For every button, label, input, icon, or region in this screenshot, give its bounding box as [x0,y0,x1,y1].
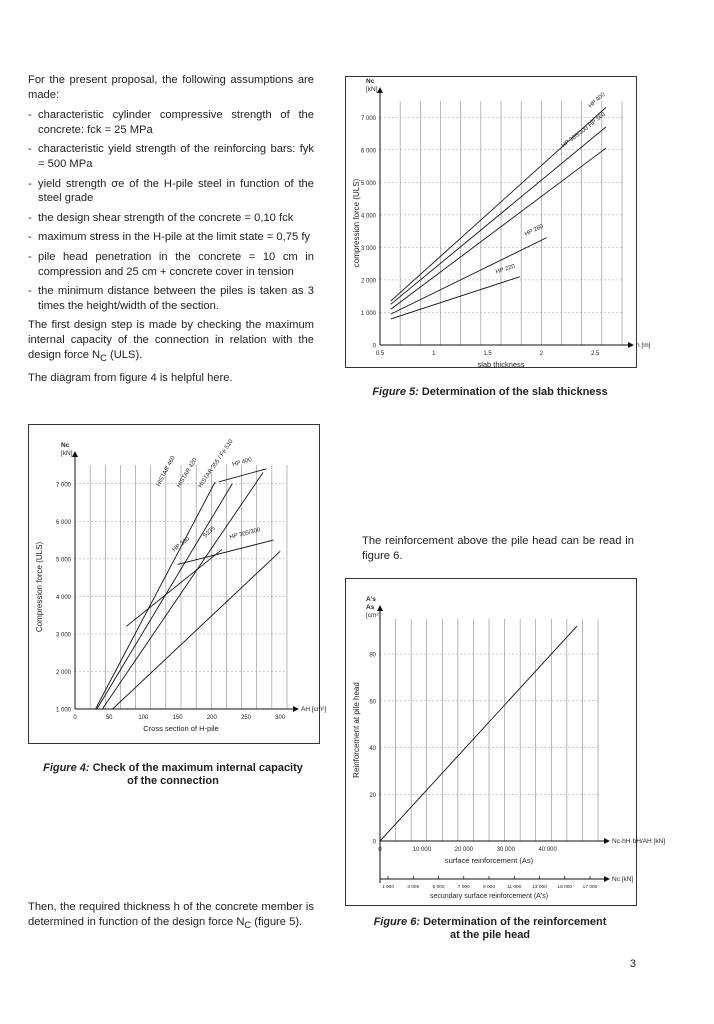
secondary-x-tick-label: 9 000 [482,885,496,890]
y-axis-arrow-icon [377,87,383,93]
y-axis-symbol-2: As [366,604,375,611]
secondary-x-tick-label: 3 000 [407,885,420,890]
series-label: HP 400 [231,457,253,469]
secondary-x-tick-label: 7 000 [457,885,470,890]
y-axis-unit: [kN] [366,86,378,93]
series-label: HISTAR 420 [176,457,199,490]
assumptions-list [28,108,314,313]
x-tick-label: 200 [206,715,217,721]
series-label: HISTAR 460 [155,455,177,488]
figure-4-caption: Figure 4: Check of the maximum internal capacity of the connection [43,762,303,787]
figure-6-box [345,578,666,906]
x-axis-arrow-icon [628,342,634,348]
series-label: HP 260 [171,536,192,554]
y-tick-label: 5 000 [55,557,71,564]
list-item: - pile head penetration in the concrete = 10 cm in compression and 25 cm + concrete cover in tension [28,250,314,279]
secondary-x-tick-label: 13 000 [532,885,547,890]
secondary-x-axis-title: secundary surface reinforcement (A's) [429,893,549,900]
x-axis-arrow-icon [604,838,610,844]
y-tick-label: 4 000 [360,213,376,220]
design-step-paragraph: The first design step is made by checking the maximum internal capacity of the connection in relation with the design force $N_C$ (ULS). [28,319,314,363]
x-tick-label: 10 000 [412,847,432,853]
x-tick-label: 1 [432,351,436,357]
figure-5-chart [346,77,651,369]
figure-4-chart [29,425,327,743]
y-tick-label: 6 000 [55,519,71,526]
secondary-x-tick-label: 11 000 [507,885,522,890]
series-line [126,549,222,626]
x-axis-unit: AH [cm²] [301,706,327,713]
x-axis-unit: h [m] [636,342,651,349]
y-tick-label: 60 [369,699,376,706]
x-tick-label: 100 [138,715,149,721]
x-tick-label: 20 000 [454,847,474,853]
x-tick-label: 50 [105,715,113,721]
secondary-x-tick-label: 15 000 [557,885,573,890]
series-label: HISTAR 355 / Fe 510 [197,438,235,490]
x-tick-label: 300 [275,715,286,721]
secondary-x-tick-label: 5 000 [432,885,445,890]
series-label: HP 305/300 [229,527,262,541]
y-axis-symbol: Nc [61,442,70,449]
list-item: - maximum stress in the H-pile at the limit state = 0,75 fy [28,230,314,245]
y-tick-label: 2 000 [55,669,71,676]
secondary-x-axis-unit: Nc [kN] [612,876,634,883]
series-line [391,148,606,309]
y-axis-symbol: Nc [366,78,375,85]
y-tick-label: 3 000 [360,245,376,252]
figure-4-box [28,424,327,744]
page-number: 3 [629,958,636,970]
x-tick-label: 0 [378,847,382,853]
x-axis-title: Cross section of H-pile [143,724,219,733]
y-axis-title: Reinforcement at pile head [352,682,361,778]
left-column-text [28,73,314,392]
series-line [178,540,274,564]
y-tick-label: 0 [372,343,376,350]
secondary-x-tick-label: 1 000 [381,885,395,890]
list-item: - the minimum distance between the piles is taken as 3 times the height/width of the section. [28,284,314,313]
series-label: HP 400 [587,91,607,110]
series-label: HP 220 [495,263,516,276]
x-tick-label: 2.5 [590,351,600,357]
list-item: - characteristic cylinder compressive strength of the concrete: fck = 25 MPa [28,108,314,137]
y-axis-symbol: A's [366,596,376,603]
x-tick-label: 150 [172,715,183,721]
y-axis-title: compression force (ULS) [352,178,361,268]
y-tick-label: 2 000 [360,278,376,285]
series-label: HP 260 [524,223,545,238]
x-tick-label: 250 [240,715,251,721]
series-line [96,482,216,709]
x-tick-label: 1.5 [483,351,492,357]
y-tick-label: 40 [369,746,376,753]
list-item: - characteristic yield strength of the reinforcing bars: fyk = 500 MPa [28,142,314,171]
x-tick-label: 40 000 [538,847,557,853]
list-item: - the design shear strength of the concrete = 0,10 fck [28,211,314,226]
figure-5-caption: Figure 5: Determination of the slab thickness [372,386,608,398]
y-tick-label: 3 000 [55,632,71,639]
series-line [102,473,263,709]
y-tick-label: 5 000 [360,180,376,187]
figure-5-box [345,76,651,369]
assumptions-intro: For the present proposal, the following assumptions are made: [28,74,314,101]
y-axis-arrow-icon [72,451,78,457]
secondary-x-tick-label: 17 000 [582,885,598,890]
y-axis-title: Compression force (ULS) [35,541,44,633]
series-label: HP 305/300 [560,125,590,150]
series-label: HP 360 [587,111,607,129]
y-tick-label: 20 [369,792,376,799]
series-line [391,127,606,304]
y-tick-label: 80 [369,652,376,659]
y-tick-label: 1 000 [360,310,376,317]
x-axis-arrow-icon [293,706,299,712]
y-tick-label: 6 000 [360,148,376,155]
x-tick-label: 0.5 [375,351,385,357]
x-axis-title: surface reinforcement (As) [444,856,534,865]
x-tick-label: 30 000 [496,847,515,853]
y-tick-label: 7 000 [360,115,376,122]
y-axis-unit: [cm²] [366,612,381,619]
y-tick-label: 7 000 [55,482,71,489]
series-line [380,626,577,841]
secondary-x-axis-arrow-icon [604,876,610,882]
figure-6-caption: Figure 6: Determination of the reinforcement at the pile head [373,916,607,941]
x-axis-unit: Nc·hH·bH/AH [kN] [612,838,666,845]
series-line [219,469,267,482]
y-tick-label: 1 000 [55,707,71,714]
x-tick-label: 0 [73,715,77,721]
x-tick-label: 2 [539,351,544,357]
y-tick-label: 4 000 [55,594,71,601]
series-line [391,238,547,314]
x-axis-title: slab thickness [477,360,525,369]
list-item: - yield strength σe of the H-pile steel in function of the steel grade [28,177,314,206]
reinforcement-paragraph: The reinforcement above the pile head can be read in figure 6. [362,535,634,562]
figure-6-chart [346,579,666,905]
diagram-reference: The diagram from figure 4 is helpful here. [28,372,233,385]
y-axis-arrow-icon [377,605,383,611]
then-paragraph: Then, the required thickness h of the concrete member is determined in function of the design force $N_C$ (figure 5). [28,901,314,930]
y-axis-unit: [kN] [61,450,73,457]
y-tick-label: 0 [372,839,376,846]
series-label: S235 [202,525,217,540]
